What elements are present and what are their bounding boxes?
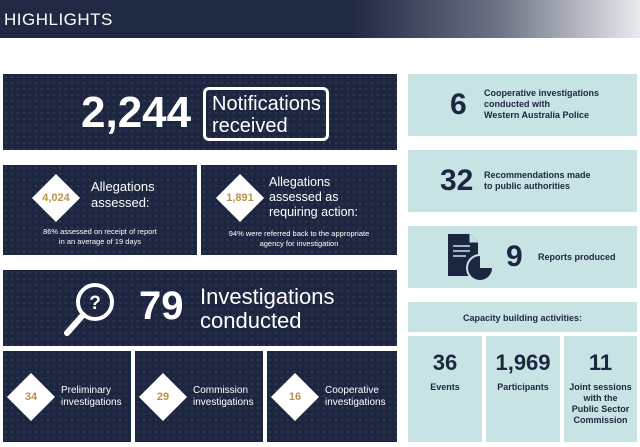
reports-value: 9	[506, 240, 523, 273]
sessions-label-line1: Joint sessions	[569, 382, 632, 392]
allegations-assessed-note-line2: in an average of 19 days	[58, 237, 142, 246]
allegations-action-label-line3: requiring action:	[269, 205, 358, 219]
capacity-panel	[408, 302, 637, 442]
events-label: Events	[430, 382, 460, 392]
page-title: HIGHLIGHTS	[4, 10, 113, 29]
svg-text:?: ?	[89, 293, 101, 314]
preliminary-panel	[3, 351, 131, 442]
commission-value: 29	[156, 391, 170, 403]
allegations-action-panel	[201, 165, 397, 255]
allegations-assessed-panel	[3, 165, 197, 255]
sessions-value: 11	[588, 350, 613, 375]
commission-label-line2: investigations	[193, 397, 254, 408]
cooperative-panel	[267, 351, 397, 442]
cooperative-label-line2: investigations	[325, 397, 386, 408]
allegations-assessed-label-line1: Allegations	[91, 179, 155, 194]
police-label-line2: conducted with	[484, 99, 550, 109]
notifications-label-line1: Notifications	[212, 93, 321, 115]
participants-value: 1,969	[495, 350, 551, 375]
cooperative-label-line1: Cooperative	[325, 385, 379, 396]
police-value: 6	[450, 88, 467, 121]
cooperative-value: 16	[288, 391, 302, 403]
allegations-assessed-note-line1: 86% assessed on receipt of report	[43, 227, 157, 236]
allegations-assessed-value: 4,024	[42, 192, 70, 204]
notifications-label-box	[203, 87, 329, 141]
sessions-label-line2: with the	[583, 393, 618, 403]
capacity-title: Capacity building activities:	[462, 313, 583, 323]
recommendations-label-line1: Recommendations made	[484, 170, 591, 180]
police-panel	[408, 74, 637, 136]
allegations-action-label-line1: Allegations	[269, 175, 331, 189]
notifications-panel	[3, 74, 397, 150]
header-banner	[0, 0, 640, 38]
notifications-label-line2: received	[212, 115, 288, 137]
investigations-label-line1: Investigations	[200, 284, 335, 309]
capacity-divider	[408, 332, 637, 336]
police-label-line1: Cooperative investigations	[484, 88, 600, 98]
magnifier-question-icon	[61, 278, 121, 340]
recommendations-panel	[408, 150, 637, 212]
sessions-label-line3: Public Sector	[571, 404, 630, 414]
investigations-panel	[3, 270, 397, 346]
commission-label-line1: Commission	[193, 385, 249, 396]
allegations-action-note-line2: agency for investigation	[259, 239, 339, 248]
commission-panel	[135, 351, 263, 442]
participants-label: Participants	[497, 382, 549, 392]
preliminary-value: 34	[24, 391, 38, 403]
preliminary-label-line1: Preliminary	[61, 385, 112, 396]
events-value: 36	[432, 350, 458, 375]
investigations-value: 79	[139, 284, 184, 328]
sessions-label-line4: Commission	[573, 415, 628, 425]
recommendations-value: 32	[440, 164, 474, 197]
allegations-action-value: 1,891	[226, 192, 254, 204]
allegations-assessed-label-line2: assessed:	[91, 195, 150, 210]
allegations-action-label-line2: assessed as	[269, 190, 339, 204]
preliminary-label-line2: investigations	[61, 397, 122, 408]
recommendations-label-line2: to public authorities	[484, 181, 571, 191]
notifications-value: 2,244	[81, 88, 192, 137]
allegations-action-note-line1: 94% were referred back to the appropriate	[228, 229, 370, 238]
investigations-label-line2: conducted	[200, 308, 302, 333]
reports-panel	[408, 226, 637, 288]
reports-label: Reports produced	[538, 252, 616, 262]
report-document-icon	[444, 232, 496, 284]
police-label-line3: Western Australia Police	[484, 110, 590, 120]
